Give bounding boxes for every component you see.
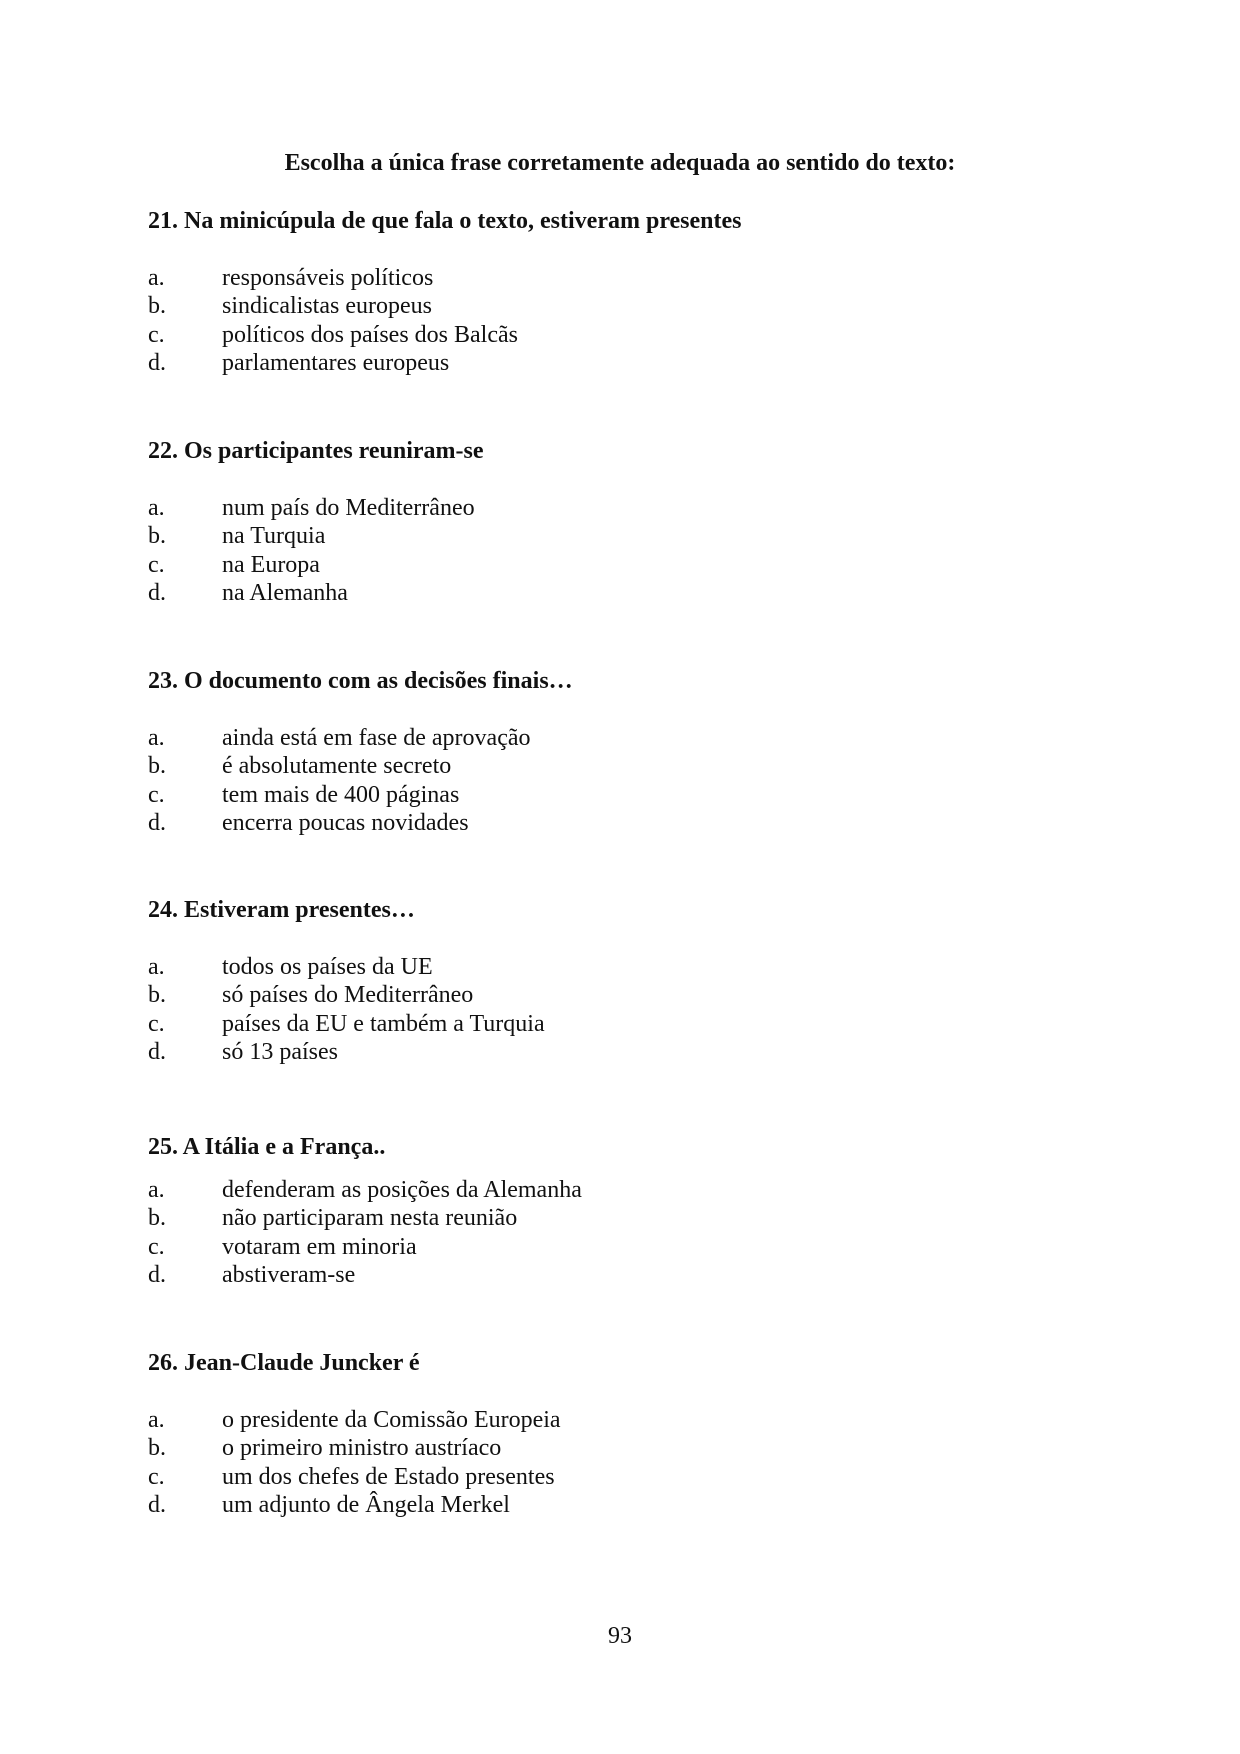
option-letter: a. <box>148 265 165 291</box>
option-text: defenderam as posições da Alemanha <box>222 1177 582 1203</box>
page-number: 93 <box>608 1623 632 1649</box>
option-letter: d. <box>148 1039 166 1065</box>
question-title: 21. Na minicúpula de que fala o texto, estiveram presentes <box>148 208 742 234</box>
option-letter: c. <box>148 1011 165 1037</box>
option-letter: c. <box>148 1464 165 1490</box>
option-letter: b. <box>148 753 166 779</box>
option-letter: d. <box>148 810 166 836</box>
option-letter: a. <box>148 1407 165 1433</box>
option-letter: b. <box>148 982 166 1008</box>
option-text: não participaram nesta reunião <box>222 1205 518 1231</box>
option-text: abstiveram-se <box>222 1262 356 1288</box>
question-title: 23. O documento com as decisões finais… <box>148 668 573 694</box>
option-letter: a. <box>148 725 165 751</box>
option-letter: c. <box>148 552 165 578</box>
option-letter: b. <box>148 523 166 549</box>
option-letter: d. <box>148 1262 166 1288</box>
option-text: um adjunto de Ângela Merkel <box>222 1492 510 1518</box>
option-text: votaram em minoria <box>222 1234 417 1260</box>
option-letter: d. <box>148 350 166 376</box>
option-letter: a. <box>148 1177 165 1203</box>
question-title: 26. Jean-Claude Juncker é <box>148 1350 420 1376</box>
option-letter: a. <box>148 954 165 980</box>
option-letter: b. <box>148 1205 166 1231</box>
option-letter: c. <box>148 1234 165 1260</box>
option-text: ainda está em fase de aprovação <box>222 725 531 751</box>
option-text: só países do Mediterrâneo <box>222 982 474 1008</box>
option-text: o primeiro ministro austríaco <box>222 1435 502 1461</box>
option-text: na Europa <box>222 552 320 578</box>
option-text: na Turquia <box>222 523 326 549</box>
option-text: países da EU e também a Turquia <box>222 1011 545 1037</box>
option-text: só 13 países <box>222 1039 338 1065</box>
option-text: todos os países da UE <box>222 954 433 980</box>
option-text: tem mais de 400 páginas <box>222 782 460 808</box>
option-text: responsáveis políticos <box>222 265 434 291</box>
question-title: 22. Os participantes reuniram-se <box>148 438 484 464</box>
option-text: o presidente da Comissão Europeia <box>222 1407 561 1433</box>
instruction-heading: Escolha a única frase corretamente adequada ao sentido do texto: <box>284 150 956 176</box>
option-text: encerra poucas novidades <box>222 810 469 836</box>
option-letter: b. <box>148 293 166 319</box>
option-text: na Alemanha <box>222 580 348 606</box>
option-letter: c. <box>148 782 165 808</box>
question-title: 25. A Itália e a França.. <box>148 1134 386 1160</box>
option-letter: a. <box>148 495 165 521</box>
option-text: num país do Mediterrâneo <box>222 495 475 521</box>
option-text: sindicalistas europeus <box>222 293 432 319</box>
option-text: um dos chefes de Estado presentes <box>222 1464 555 1490</box>
option-letter: c. <box>148 322 165 348</box>
option-text: políticos dos países dos Balcãs <box>222 322 518 348</box>
option-text: é absolutamente secreto <box>222 753 452 779</box>
question-title: 24. Estiveram presentes… <box>148 897 415 923</box>
option-letter: d. <box>148 1492 166 1518</box>
option-letter: d. <box>148 580 166 606</box>
option-letter: b. <box>148 1435 166 1461</box>
option-text: parlamentares europeus <box>222 350 450 376</box>
